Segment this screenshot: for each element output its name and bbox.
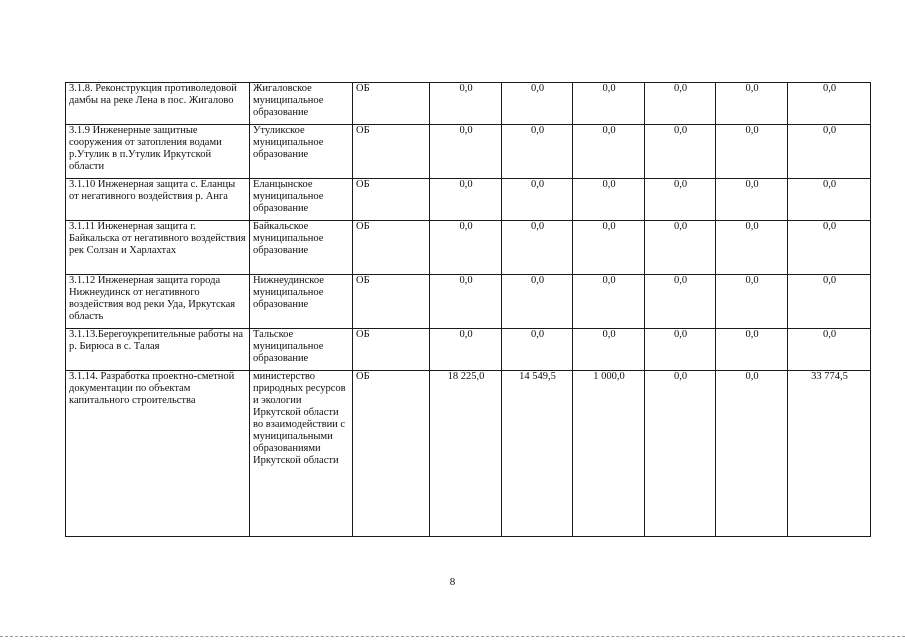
program-budget-table xyxy=(65,82,871,537)
value-cell: 0,0 xyxy=(430,83,502,125)
value-cell: 0,0 xyxy=(573,329,645,371)
value-cell: 1 000,0 xyxy=(573,371,645,537)
value-cell: 0,0 xyxy=(645,221,716,275)
funding-source-cell: ОБ xyxy=(353,83,430,125)
value-cell: 0,0 xyxy=(645,83,716,125)
executor-cell: Утуликское муниципальное образование xyxy=(250,125,353,179)
value-cell: 0,0 xyxy=(430,275,502,329)
activity-name-cell: 3.1.14. Разработка проектно-сметной документации по объектам капитального строительства xyxy=(66,371,250,537)
table-row xyxy=(66,371,871,537)
value-cell: 0,0 xyxy=(430,221,502,275)
funding-source-cell: ОБ xyxy=(353,329,430,371)
value-cell: 0,0 xyxy=(573,275,645,329)
funding-source-cell: ОБ xyxy=(353,221,430,275)
table-row xyxy=(66,179,871,221)
value-cell: 0,0 xyxy=(502,329,573,371)
value-cell: 0,0 xyxy=(645,179,716,221)
value-cell: 0,0 xyxy=(573,83,645,125)
value-cell: 0,0 xyxy=(645,329,716,371)
scan-edge-divider xyxy=(0,636,905,637)
value-cell: 0,0 xyxy=(502,179,573,221)
value-cell: 0,0 xyxy=(573,221,645,275)
total-cell: 0,0 xyxy=(788,221,871,275)
total-cell: 0,0 xyxy=(788,83,871,125)
table-row xyxy=(66,83,871,125)
value-cell: 18 225,0 xyxy=(430,371,502,537)
value-cell: 14 549,5 xyxy=(502,371,573,537)
activity-name-cell: 3.1.11 Инженерная защита г. Байкальска от негативного воздействия рек Солзан и Харлахтах xyxy=(66,221,250,275)
value-cell: 0,0 xyxy=(716,275,788,329)
executor-cell: Тальское муниципальное образование xyxy=(250,329,353,371)
activity-name-cell: 3.1.12 Инженерная защита города Нижнеудинск от негативного воздействия вод реки Уда, Иркутская область xyxy=(66,275,250,329)
total-cell: 0,0 xyxy=(788,125,871,179)
table-row xyxy=(66,125,871,179)
funding-source-cell: ОБ xyxy=(353,179,430,221)
activity-name-cell: 3.1.9 Инженерные защитные сооружения от затопления водами р.Утулик в п.Утулик Иркутской области xyxy=(66,125,250,179)
value-cell: 0,0 xyxy=(502,125,573,179)
executor-cell: Байкальское муниципальное образование xyxy=(250,221,353,275)
funding-source-cell: ОБ xyxy=(353,275,430,329)
activity-name-cell: 3.1.10 Инженерная защита с. Еланцы от негативного воздействия р. Анга xyxy=(66,179,250,221)
value-cell: 0,0 xyxy=(645,371,716,537)
table-row xyxy=(66,329,871,371)
executor-cell: министерство природных ресурсов и экологии Иркутской области во взаимодействии с муниципальными образованиями Иркутской области xyxy=(250,371,353,537)
activity-name-cell: 3.1.8. Реконструкция противоледовой дамбы на реке Лена в пос. Жигалово xyxy=(66,83,250,125)
value-cell: 0,0 xyxy=(573,125,645,179)
value-cell: 0,0 xyxy=(502,221,573,275)
executor-cell: Еланцынское муниципальное образование xyxy=(250,179,353,221)
funding-source-cell: ОБ xyxy=(353,125,430,179)
value-cell: 0,0 xyxy=(716,371,788,537)
funding-source-cell: ОБ xyxy=(353,371,430,537)
value-cell: 0,0 xyxy=(502,275,573,329)
total-cell: 0,0 xyxy=(788,329,871,371)
value-cell: 0,0 xyxy=(716,125,788,179)
executor-cell: Жигаловское муниципальное образование xyxy=(250,83,353,125)
value-cell: 0,0 xyxy=(645,275,716,329)
total-cell: 0,0 xyxy=(788,275,871,329)
executor-cell: Нижнеудинское муниципальное образование xyxy=(250,275,353,329)
table-row xyxy=(66,275,871,329)
value-cell: 0,0 xyxy=(645,125,716,179)
page-number: 8 xyxy=(449,576,456,588)
total-cell: 33 774,5 xyxy=(788,371,871,537)
value-cell: 0,0 xyxy=(716,221,788,275)
value-cell: 0,0 xyxy=(430,329,502,371)
value-cell: 0,0 xyxy=(716,179,788,221)
activity-name-cell: 3.1.13.Берегоукрепительные работы на р. Бирюса в с. Талая xyxy=(66,329,250,371)
value-cell: 0,0 xyxy=(430,125,502,179)
table-row xyxy=(66,221,871,275)
value-cell: 0,0 xyxy=(502,83,573,125)
value-cell: 0,0 xyxy=(573,179,645,221)
total-cell: 0,0 xyxy=(788,179,871,221)
value-cell: 0,0 xyxy=(430,179,502,221)
value-cell: 0,0 xyxy=(716,329,788,371)
value-cell: 0,0 xyxy=(716,83,788,125)
